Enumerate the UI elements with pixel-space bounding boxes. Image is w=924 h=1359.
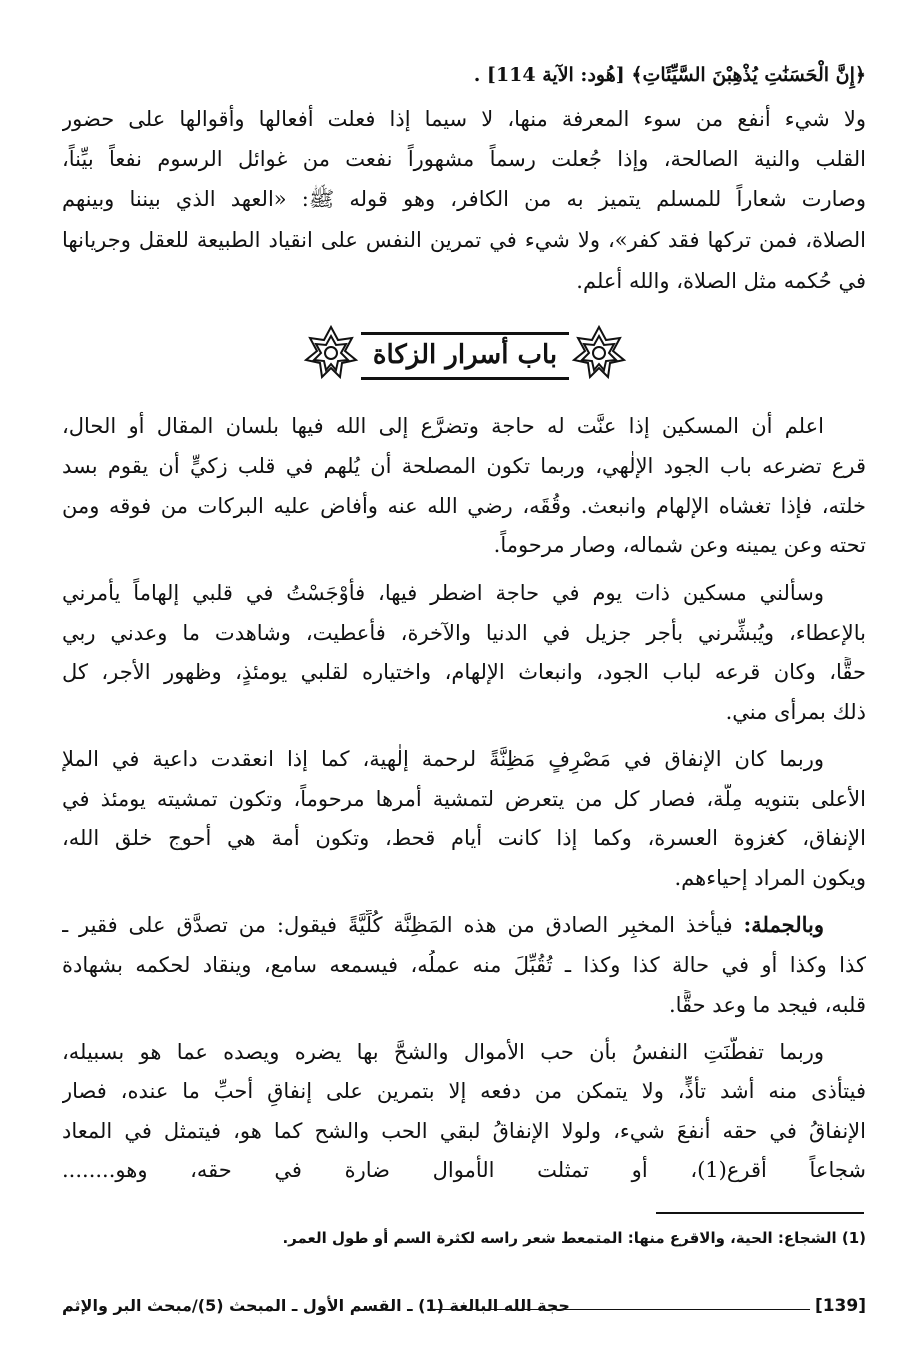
text-line: وربما كان الإنفاق في مَصْرِفٍ مَظِنَّةً لرحمة إلٰهية، كما إذا انعقدت داعية في الملإ — [62, 747, 824, 771]
footnote: (1) الشجاع: الحية، والاقرع منها: المتمعط شعر راسه لكثرة السم أو طول العمر. — [282, 1229, 866, 1247]
text-line: بالإعطاء، ويُبشِّرني بأجر جزيل في الدنيا والآخرة، فأعطيت، وشاهدت ما وعدني ربي — [62, 621, 866, 645]
text-line: الإنفاق، كغزوة العسرة، وكما إذا كانت أيام قحط، وتكون أمة هي أحوج خلق الله، — [62, 826, 866, 850]
text-line — [62, 910, 824, 944]
star-ornament-icon — [303, 324, 359, 380]
text-line: في حُكمه مثل الصلاة، والله أعلم. — [576, 269, 866, 293]
text-line: الأعلى بتنويه مِلَّة، فصار كل من يتعرض لتمشية أمرها مرحوماً، وتكون تمشيته يومئذ في — [62, 787, 866, 811]
section-title: باب أسرار الزكاة — [361, 332, 569, 380]
text-line: اعلم أن المسكين إذا عنَّت له حاجة وتضرَّع إلى الله فيها بلسان المقال أو الحال، — [62, 414, 824, 438]
running-title: حجة الله البالغة (1) ـ القسم الأول ـ المبحث (5)/مبحث البر والإثم — [62, 1296, 570, 1315]
text-line: شجاعاً أقرع(1)، أو تمثلت الأموال ضارة في حقه، وهو........ — [62, 1158, 866, 1182]
text-line: القلب والنية الصالحة، وإذا جُعلت رسماً مشهوراً نفعت من غوائل الرسوم نفعاً بيِّناً، — [62, 147, 866, 171]
section-heading — [303, 322, 627, 382]
text-line: قرع تضرعه باب الجود الإلٰهي، وربما تكون المصلحة أن يُلهم في قلب زكيٍّ أن يقوم بسد — [62, 454, 866, 478]
text-line: وصارت شعاراً للمسلم يتميز به من الكافر، وهو قوله ﷺ: «العهد الذي بيننا وبينهم — [62, 187, 866, 211]
footnote-divider — [656, 1212, 864, 1214]
quran-verse-line: ﴿إِنَّ الْحَسَنَٰتِ يُذْهِبْنَ السَّيِّئَاتِ﴾ [هُود: الآية 114] . — [473, 64, 866, 86]
text-line: وربما تفطَّنَتِ النفسُ بأن حب الأموال والشحَّ بها يضره ويصده عما هو بسبيله، — [62, 1040, 824, 1064]
text-line: وسألني مسكين ذات يوم في حاجة اضطر فيها، فأَوْجَسْتُ في قلبي إلهاماً يأمرني — [62, 581, 824, 605]
text-line: ولا شيء أنفع من سوء المعرفة منها، لا سيما إذا فعلت أفعالها وأقوالها على حضور — [62, 107, 866, 131]
text-line: خلته، فإذا تغشاه الإلهام وانبعث. وقُقَه، رضي الله عنه وأفاض عليه البركات من فوقه ومن — [62, 494, 866, 518]
text-line: ويكون المراد إحياءهم. — [674, 866, 866, 890]
bold-lead-word: وبالجملة: — [743, 912, 824, 937]
star-ornament-icon — [571, 324, 627, 380]
page-number: [139] — [814, 1296, 866, 1316]
text-span: فيأخذ المخبِر الصادق من هذه المَظِنَّة كُلِّيَّةً فيقول: من تصدَّق على فقير ـ — [62, 913, 733, 937]
text-line: كذا وكذا أو في حالة كذا وكذا ـ تُقُبِّلَ منه عملُه، فيسمعه سامع، وينقاد لحكمه بشهادة — [62, 953, 866, 977]
text-line: تحته وعن يمينه وعن شماله، وصار مرحوماً. — [493, 533, 866, 557]
text-line: الإنفاقُ في حقه أنفعَ شيء، ولولا الإنفاقُ لبقي الحب والشح كما هو، فيتمثل في المعاد — [62, 1119, 866, 1143]
text-line: ذلك بمرأى مني. — [725, 700, 866, 724]
text-line: حقًّا، وكان قرعه لباب الجود، وانبعاث الإلهام، واختياره لقلبي يومئذٍ، وظهور الأجر، كل — [62, 660, 866, 684]
text-line: الصلاة، فمن تركها فقد كفر»، ولا شيء في تمرين النفس على انقياد الطبيعة للعقل وجريانها — [62, 228, 866, 252]
text-line: فيتأذى منه أشد تأذٍّ، ولا يتمكن من دفعه إلا بتمرين على إنفاقِ أحبِّ ما عنده، فصار — [62, 1079, 866, 1103]
page-footer — [62, 1296, 866, 1324]
text-line: قلبه، فيجد ما وعد حقًّا. — [668, 993, 866, 1017]
